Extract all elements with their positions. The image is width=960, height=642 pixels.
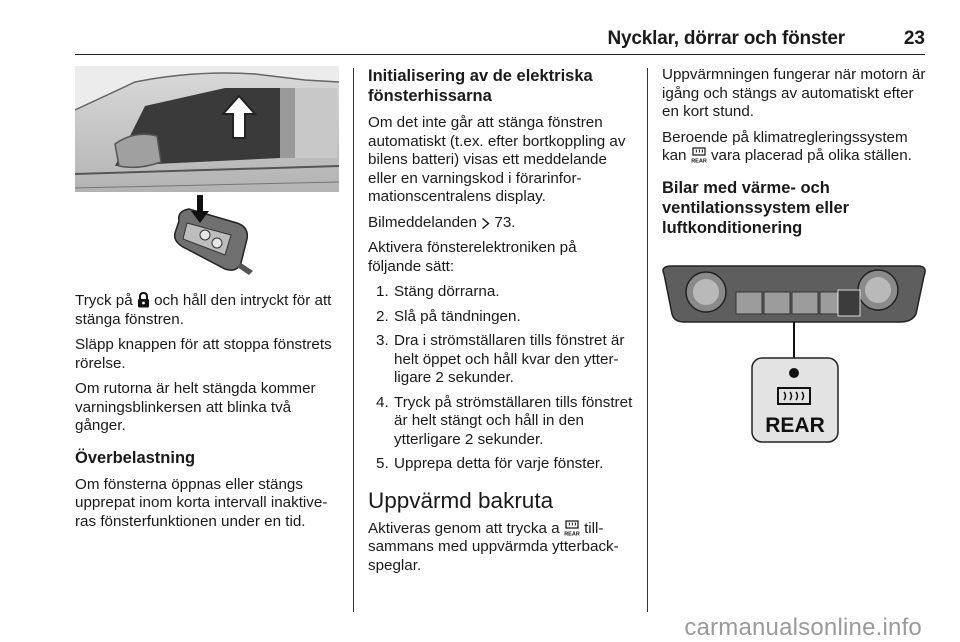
climate-control-panel-illustration (660, 264, 928, 444)
rear-defrost-icon (691, 147, 707, 163)
paragraph-heated-rear-window: Aktiveras genom att trycka a REAR tillsammans med uppvärmda ytterbackspeglar. (368, 519, 619, 574)
paragraph-hazard: Om rutorna är helt stängda kommer varningsblinkersen att blinka två gånger. (75, 380, 316, 434)
page-number: 23 (903, 28, 925, 49)
column-left (75, 292, 343, 538)
key-fob-illustration (165, 193, 261, 275)
paragraph-overload: Om fönsterna öppnas eller stängs upprepat inom korta intervall inaktiveras fönsterfunktionen under en tid. (75, 475, 328, 530)
column-divider-2 (647, 68, 648, 612)
rear-button-label: REAR (765, 414, 825, 437)
rear-defrost-icon (564, 520, 580, 536)
list-item: 4. Tryck på strömställaren tills fönstret är helt stängt och håll in den ytterligare 2 sekunder. (376, 393, 633, 448)
list-item: 2. Slå på tändningen. (376, 307, 521, 325)
paragraph-initialisation: Om det inte går att stänga fönstren automatiskt (t.ex. efter bortkoppling av bilens batteri) visas ett meddelande eller en varningskod i förarinformationscentralens display. (368, 114, 626, 205)
watermark-text: carmanualsonline.info (684, 614, 922, 641)
steps-list (368, 283, 633, 474)
header-divider (75, 54, 925, 55)
heading-overload: Överbelastning (75, 448, 196, 467)
paragraph-button-location: Beroende på klimatregleringssystem kan REAR vara placerad på olika ställen. (662, 128, 912, 164)
heading-initialisation: Initialisering av de elektriska fönsterhissarna (368, 67, 593, 105)
heading-heated-rear-window: Uppvärmd bakruta (368, 487, 554, 513)
paragraph-release: Släpp knappen för att stoppa fönstrets rörelse. (75, 336, 332, 372)
column-middle (368, 66, 633, 582)
column-divider-1 (353, 68, 354, 612)
list-item: 1. Stäng dörrarna. (376, 283, 500, 300)
reference-arrow-icon (481, 217, 490, 230)
svg-text:REAR: REAR (564, 531, 580, 536)
lock-icon (137, 292, 150, 308)
paragraph-activate: Aktivera fönsterelektroniken på följande sätt: (368, 239, 577, 275)
paragraph-heating-operation: Uppvärmningen fungerar när motorn är igång och stängs av automatiskt efter en kort stund. (662, 66, 926, 120)
svg-text:REAR: REAR (690, 158, 707, 163)
paragraph-vehicle-messages: Bilmeddelanden 73. (368, 213, 516, 231)
list-item: 3. Dra i strömställaren tills fönstret är helt öppet och håll kvar den ytterligare 2 sekunder. (376, 332, 625, 386)
column-right (662, 66, 927, 246)
section-title: Nycklar, dörrar och fönster (607, 28, 845, 49)
page-header (75, 26, 925, 54)
list-item: 5. Upprepa detta för varje fönster. (376, 455, 604, 472)
heading-climate-systems: Bilar med värme- och ventilationssystem eller luftkonditionering (662, 178, 850, 237)
paragraph-lock-instruction: Tryck på och håll den intryckt för att stänga fönstren. (75, 292, 332, 328)
car-window-illustration (75, 66, 339, 192)
